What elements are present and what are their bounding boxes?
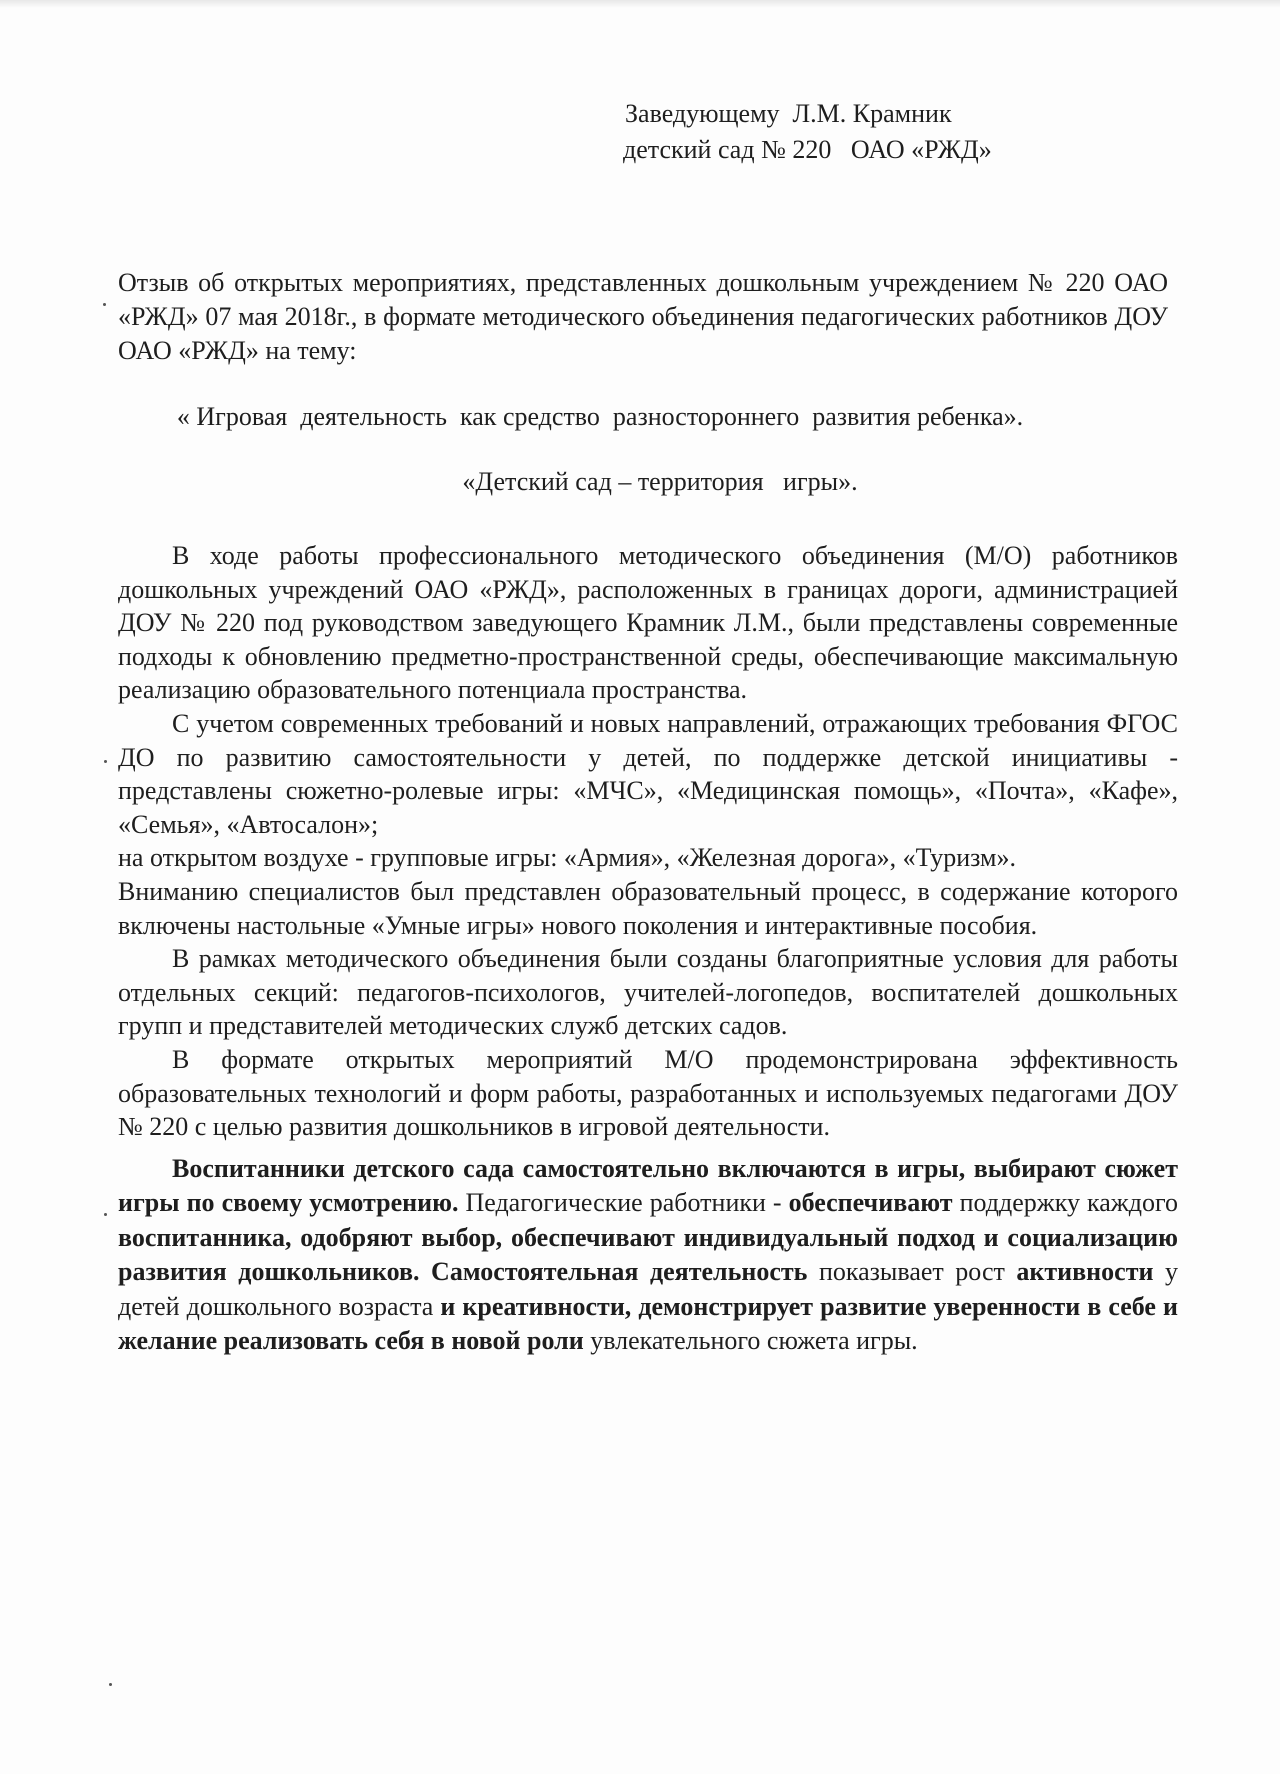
scan-edge	[0, 0, 1280, 8]
closing-text-4: у детей дошкольного возраста	[118, 1257, 1178, 1321]
scan-speck	[103, 303, 106, 306]
paragraph-6: В формате открытых мероприятий М/О продемонстрирована эффективность образовательных технологий и форм работы, разработанных и используемых педагогами ДОУ № 220 с целью развития дошкольников в игровой деятельности.	[118, 1044, 1178, 1142]
paragraph-1: В ходе работы профессионального методического объединения (М/О) работников дошкольных учреждений ОАО «РЖД», расположенных в границах дороги, администрацией ДОУ № 220 под руководством заведующего Крамник Л.М., были представлены современные подходы к обновлению предметно-пространственной среды, обеспечивающие максимальную реализацию образовательного потенциала пространства.	[118, 541, 1178, 705]
scan-speck	[109, 1683, 112, 1686]
closing-text-5: увлекательного сюжета игры.	[583, 1326, 918, 1356]
paragraph-5: В рамках методического объединения были созданы благоприятные условия для работы отдельных секций: педагогов-психологов, учителей-логопедов, воспитателей дошкольных групп и представителей методических служб детских садов.	[118, 944, 1178, 1041]
closing-text-3: показывает рост	[807, 1257, 1017, 1287]
addressee-line-2: детский сад № 220 ОАО «РЖД»	[623, 135, 992, 164]
closing-bold-3: воспитанника, одобряют выбор, обеспечивают индивидуальный подход и социализацию развития дошкольников. Самостоятельная деятельность	[118, 1222, 1178, 1287]
closing-bold-5: и креативности, демонстрирует развитие уверенности в себе и желание реализовать себя в новой роли	[118, 1291, 1179, 1356]
closing-text-2: поддержку каждого	[952, 1188, 1178, 1218]
addressee-line-1: Заведующему Л.М. Крамник	[625, 99, 952, 128]
document-body	[118, 539, 1178, 1359]
scan-speck	[104, 760, 107, 763]
closing-bold-2: обеспечивают	[788, 1188, 953, 1218]
closing-paragraph	[118, 1152, 1178, 1359]
closing-text-1: Педагогические работники -	[458, 1188, 789, 1218]
addressee-block	[625, 96, 1145, 168]
scan-speck	[104, 1213, 107, 1216]
review-intro: Отзыв об открытых мероприятиях, представленных дошкольным учреждением № 220 ОАО «РЖД» 07 мая 2018г., в формате методического объединения педагогических работников ДОУ ОАО «РЖД» на тему:	[118, 268, 1168, 365]
paragraph-4: Вниманию специалистов был представлен образовательный процесс, в содержание которого включены настольные «Умные игры» нового поколения и интерактивные пособия.	[118, 876, 1178, 940]
paragraph-2: С учетом современных требований и новых направлений, отражающих требования ФГОС ДО по развитию самостоятельности у детей, по поддержке детской инициативы - представлены сюжетно-ролевые игры: «МЧС», «Медицинская помощь», «Почта», «Кафе», «Семья», «Автосалон»;	[118, 708, 1178, 839]
closing-bold-1: Воспитанники детского сада самостоятельно включаются в игры, выбирают сюжет игры по своему усмотрению.	[118, 1153, 1178, 1218]
closing-bold-4: активности	[1016, 1257, 1154, 1287]
topic-title: « Игровая деятельность как средство разностороннего развития ребенка».	[176, 402, 1024, 431]
paragraph-3: на открытом воздухе - групповые игры: «Армия», «Железная дорога», «Туризм».	[118, 843, 1016, 873]
topic-subtitle: «Детский сад – территория игры».	[462, 467, 858, 496]
